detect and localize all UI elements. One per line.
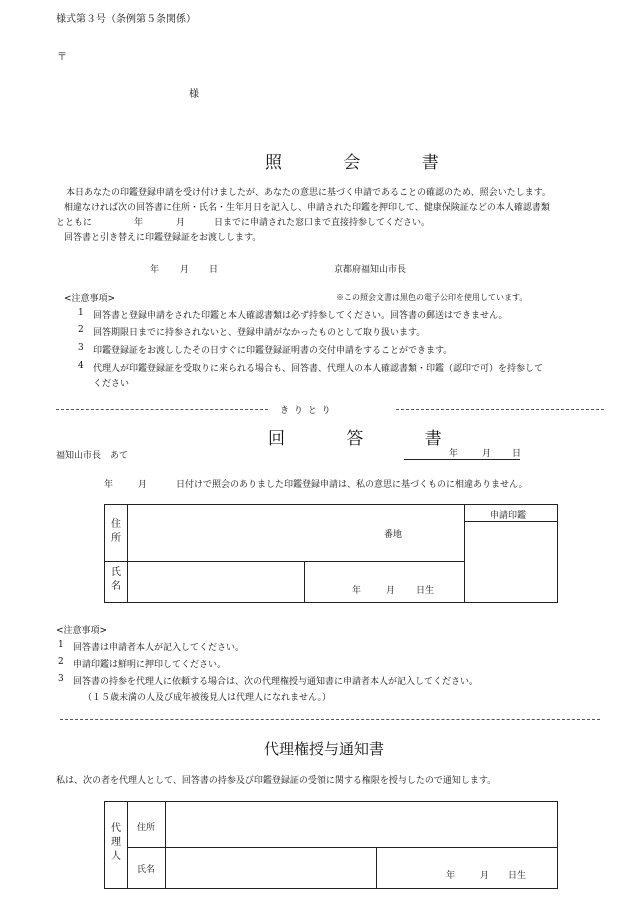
reply-date-month: 月 [482, 449, 492, 459]
inquiry-note-4-cont: ください [93, 379, 130, 389]
inquiry-note-4-num: 4 [78, 361, 84, 371]
electronic-seal-note: ※この照会文書は黒色の電子公印を使用しています。 [336, 293, 528, 302]
postal-mark: 〒 [57, 52, 67, 63]
proxy-birth-year: 年 [446, 871, 456, 881]
reply-name-field[interactable] [130, 564, 300, 598]
form-number: 様式第３号（条例第５条関係） [56, 14, 196, 25]
honorific-sama: 様 [189, 89, 199, 100]
reply-addressee: 福知山市長 あて [56, 451, 129, 461]
proxy-birth-day: 日生 [508, 871, 527, 881]
stmt-month: 月 [138, 480, 148, 490]
proxy-side-label: 代理人 [111, 823, 121, 862]
proxy-name-birth-divider [376, 847, 377, 888]
inquiry-note-1-num: 1 [78, 308, 84, 318]
reply-date-year: 年 [449, 449, 459, 459]
inquiry-paragraph-2: 相違なければ次の回答書に住所・氏名・生年月日を記入し、申請された印鑑を押印して、健康保険証などの本人確認書類 [64, 203, 550, 213]
proxy-name-field[interactable] [168, 850, 372, 885]
issue-date-day: 日 [209, 265, 219, 275]
proxy-address-field[interactable] [168, 806, 552, 844]
proxy-birth-month: 月 [480, 871, 490, 881]
proxy-side-divider [127, 801, 128, 888]
stmt-year: 年 [104, 480, 114, 490]
reply-date-underline[interactable] [404, 459, 520, 460]
inquiry-note-2-num: 2 [78, 325, 84, 335]
reply-birth-day: 日生 [416, 586, 435, 596]
proxy-address-label: 住所 [137, 823, 156, 833]
inquiry-note-2: 回答期限日までに持参されないと、登録申請がなかったものとして取り扱います。 [93, 328, 426, 338]
inquiry-title: 照 会 書 [265, 153, 467, 173]
reply-birth-month: 月 [386, 586, 396, 596]
reply-notes-label: <注意事項> [56, 626, 108, 636]
proxy-label-divider [165, 801, 166, 888]
name-birth-divider [304, 561, 305, 602]
inquiry-note-3-num: 3 [78, 343, 84, 353]
seal-header-divider [464, 521, 557, 522]
proxy-row-divider [127, 847, 557, 848]
inquiry-paragraph-3a: とともに [56, 218, 93, 228]
deadline-month: 月 [176, 218, 186, 228]
proxy-separator [60, 719, 600, 720]
reply-note-1-num: 1 [58, 640, 64, 650]
reply-note-3-cont: （１５歳未満の人及び成年被後見人は代理人になれません。） [83, 693, 332, 703]
cut-line-label: き り と り [280, 406, 332, 416]
reply-title: 回 答 書 [268, 429, 470, 449]
reply-table-label-divider [127, 504, 128, 602]
inquiry-paragraph-4: 回答書と引き替えに印鑑登録証をお渡しします。 [64, 233, 262, 243]
inquiry-notes-label: <注意事項> [64, 294, 116, 304]
issue-date-month: 月 [180, 265, 190, 275]
inquiry-note-3: 印鑑登録証をお渡ししたその日すぐに印鑑登録証明書の交付申請をすることができます。 [93, 346, 453, 356]
reply-table-row-divider [104, 561, 465, 562]
reply-statement: 日付けで照会のありました印鑑登録申請は、私の意思に基づくものに相違ありません。 [176, 480, 528, 490]
cut-line-right [396, 409, 604, 410]
reply-name-label: 氏名 [111, 567, 121, 592]
deadline-year: 年 [134, 218, 144, 228]
reply-note-1: 回答書は申請者本人が記入してください。 [73, 643, 245, 653]
issuer-name: 京都府福知山市長 [334, 265, 407, 275]
inquiry-note-1: 回答書と登録申請をされた印鑑と本人確認書類は必ず持参してください。回答書の郵送はできません。 [93, 311, 508, 321]
reply-date-day: 日 [512, 449, 522, 459]
inquiry-paragraph-1: 本日あなたの印鑑登録申請を受け付けましたが、あなたの意思に基づく申請であることの確認のため、照会いたします。 [66, 188, 551, 198]
reply-note-2: 申請印鑑は鮮明に押印してください。 [73, 660, 227, 670]
proxy-title: 代理権授与通知書 [264, 740, 385, 758]
reply-table-seal-divider [464, 504, 465, 602]
banchi-label: 番地 [384, 530, 403, 540]
proxy-name-label: 氏名 [137, 865, 156, 875]
reply-note-3: 回答書の持参を代理人に依頼する場合は、次の代理権授与通知書に申請者本人が記入してください。 [73, 677, 479, 687]
proxy-statement: 私は、次の者を代理人として、回答書の持参及び印鑑登録証の受領に関する権限を授与したので通知します。 [56, 776, 497, 786]
reply-address-label: 住所 [111, 519, 121, 544]
reply-birth-year: 年 [352, 586, 362, 596]
reply-address-field[interactable] [130, 523, 370, 549]
inquiry-note-4: 代理人が印鑑登録証を受取りに来られる場合も、回答書、代理人の本人確認書類・印鑑（認印で可）を持参して [93, 364, 544, 374]
reply-note-3-num: 3 [58, 674, 64, 684]
seal-stamp-area[interactable] [467, 524, 553, 598]
cut-line-left [56, 409, 268, 410]
reply-note-2-num: 2 [58, 657, 64, 667]
deadline-day-text: 日までに申請された窓口まで直接持参してください。 [214, 218, 431, 228]
issue-date-year: 年 [150, 265, 160, 275]
seal-label: 申請印鑑 [490, 511, 527, 521]
